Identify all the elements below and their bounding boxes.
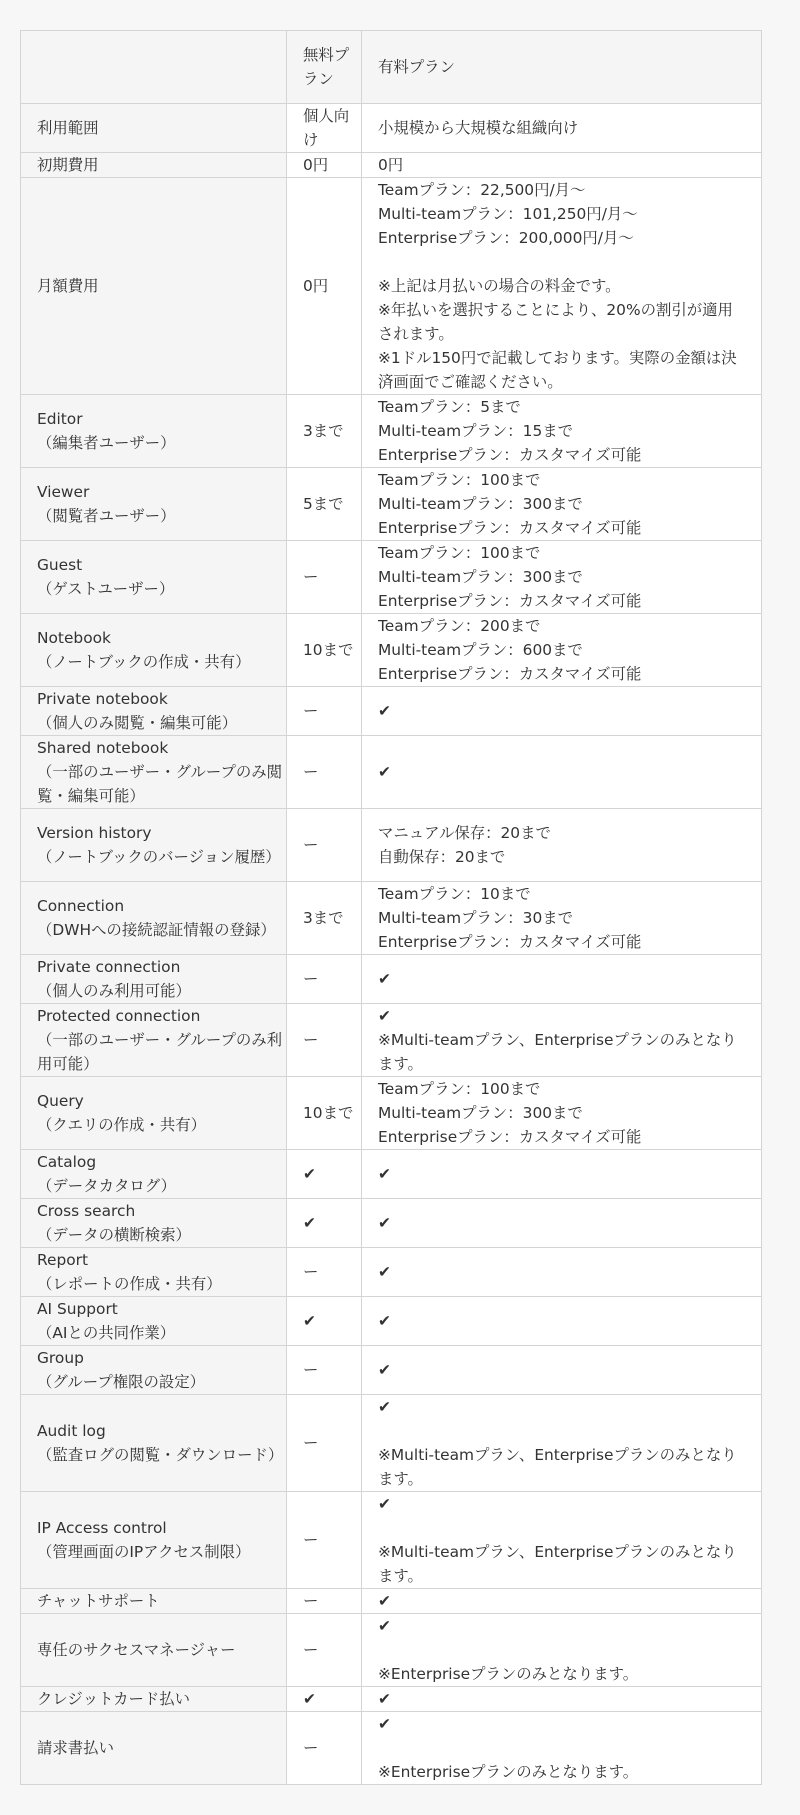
- feature-name: 利用範囲: [37, 119, 99, 137]
- free-plan-cell: [287, 1199, 362, 1248]
- cell-text: ✔: [378, 1312, 391, 1330]
- free-plan-cell: [287, 1297, 362, 1346]
- table-row: [21, 153, 762, 178]
- feature-label-cell: [21, 104, 287, 153]
- cell-text: ✔: [303, 1214, 316, 1232]
- paid-plan-cell: [362, 1150, 762, 1199]
- free-plan-cell: [287, 687, 362, 736]
- cell-text: ✔: [303, 1690, 316, 1708]
- cell-text: ✔: [303, 1312, 316, 1330]
- cell-text: ✔: [378, 763, 391, 781]
- cell-text: ※1ドル150円で記載しております。実際の金額は決済画面でご確認ください。: [378, 349, 737, 391]
- free-plan-cell: [287, 1077, 362, 1150]
- free-plan-cell: [287, 1712, 362, 1785]
- feature-name: クレジットカード払い: [37, 1690, 191, 1708]
- feature-label-cell: [21, 1395, 287, 1492]
- feature-name: Protected connection: [37, 1007, 201, 1025]
- free-plan-cell: [287, 395, 362, 468]
- cell-text: 10まで: [303, 641, 354, 659]
- blank-line: [378, 1736, 745, 1760]
- feature-description: （管理画面のIPアクセス制限）: [37, 1543, 251, 1561]
- table-row: [21, 1712, 762, 1785]
- cell-text: ✔: [378, 1495, 391, 1513]
- blank-line: [378, 1419, 745, 1443]
- paid-plan-cell: [362, 1589, 762, 1614]
- header-paid-plan: 有料プラン: [362, 31, 762, 104]
- feature-label-cell: [21, 1687, 287, 1712]
- feature-label-cell: [21, 395, 287, 468]
- free-plan-cell: [287, 955, 362, 1004]
- cell-text: 10まで: [303, 1104, 354, 1122]
- cell-text: Enterpriseプラン：カスタマイズ可能: [378, 933, 642, 951]
- cell-text: ✔: [378, 1398, 391, 1416]
- free-plan-cell: [287, 541, 362, 614]
- table-row: [21, 955, 762, 1004]
- feature-description: （データの横断検索）: [37, 1226, 191, 1244]
- blank-line: [378, 1516, 745, 1540]
- cell-text: ※Multi-teamプラン、Enterpriseプランのみとなります。: [378, 1446, 737, 1488]
- cell-text: ー: [303, 1531, 319, 1549]
- cell-text: Teamプラン：5まで: [378, 398, 521, 416]
- feature-name: Guest: [37, 556, 83, 574]
- paid-plan-cell: [362, 1248, 762, 1297]
- feature-name: IP Access control: [37, 1519, 167, 1537]
- cell-text: Multi-teamプラン：300まで: [378, 568, 583, 586]
- feature-label-cell: [21, 1589, 287, 1614]
- cell-text: Enterpriseプラン：カスタマイズ可能: [378, 592, 642, 610]
- cell-text: Enterpriseプラン：カスタマイズ可能: [378, 665, 642, 683]
- table-row: [21, 736, 762, 809]
- feature-name: Private connection: [37, 958, 181, 976]
- feature-label-cell: [21, 687, 287, 736]
- paid-plan-cell: [362, 153, 762, 178]
- cell-text: ✔: [378, 1617, 391, 1635]
- table-row: [21, 1492, 762, 1589]
- cell-text: 3まで: [303, 909, 344, 927]
- paid-plan-cell: [362, 468, 762, 541]
- feature-label-cell: [21, 1248, 287, 1297]
- feature-name: Notebook: [37, 629, 111, 647]
- free-plan-cell: [287, 153, 362, 178]
- feature-label-cell: [21, 1712, 287, 1785]
- table-row: [21, 104, 762, 153]
- feature-label-cell: [21, 614, 287, 687]
- feature-name: Private notebook: [37, 690, 168, 708]
- cell-text: Multi-teamプラン：300まで: [378, 1104, 583, 1122]
- feature-description: （一部のユーザー・グループのみ利用可能）: [37, 1031, 283, 1073]
- table-row: [21, 687, 762, 736]
- cell-text: ー: [303, 836, 319, 854]
- free-plan-cell: [287, 1492, 362, 1589]
- feature-name: Shared notebook: [37, 739, 169, 757]
- paid-plan-cell: [362, 809, 762, 882]
- paid-plan-cell: [362, 1346, 762, 1395]
- free-plan-cell: [287, 468, 362, 541]
- cell-text: ✔: [378, 1214, 391, 1232]
- feature-description: （グループ権限の設定）: [37, 1373, 206, 1391]
- table-row: [21, 882, 762, 955]
- feature-label-cell: [21, 1492, 287, 1589]
- feature-label-cell: [21, 1150, 287, 1199]
- cell-text: 3まで: [303, 422, 344, 440]
- free-plan-cell: [287, 882, 362, 955]
- feature-name: Catalog: [37, 1153, 97, 1171]
- feature-name: 月額費用: [37, 277, 99, 295]
- paid-plan-cell: [362, 1614, 762, 1687]
- cell-text: ー: [303, 1592, 319, 1610]
- feature-name: チャットサポート: [37, 1592, 160, 1610]
- cell-text: Enterpriseプラン：200,000円/月〜: [378, 229, 634, 247]
- cell-text: Teamプラン：200まで: [378, 617, 541, 635]
- paid-plan-cell: [362, 1199, 762, 1248]
- cell-text: ー: [303, 1031, 319, 1049]
- table-row: [21, 1199, 762, 1248]
- cell-text: Multi-teamプラン：30まで: [378, 909, 574, 927]
- cell-text: 0円: [303, 277, 329, 295]
- free-plan-cell: [287, 736, 362, 809]
- paid-plan-cell: [362, 104, 762, 153]
- cell-text: Teamプラン：100まで: [378, 544, 541, 562]
- feature-label-cell: [21, 955, 287, 1004]
- table-row: [21, 1589, 762, 1614]
- cell-text: Multi-teamプラン：15まで: [378, 422, 574, 440]
- feature-label-cell: [21, 541, 287, 614]
- cell-text: ✔: [378, 702, 391, 720]
- cell-text: ー: [303, 702, 319, 720]
- feature-label-cell: [21, 178, 287, 395]
- table-row: [21, 1004, 762, 1077]
- cell-text: ー: [303, 1434, 319, 1452]
- cell-text: Teamプラン：22,500円/月〜: [378, 181, 586, 199]
- cell-text: ※Enterpriseプランのみとなります。: [378, 1763, 639, 1781]
- feature-description: （ノートブックの作成・共有）: [37, 653, 251, 671]
- cell-text: Enterpriseプラン：カスタマイズ可能: [378, 519, 642, 537]
- table-row: [21, 1346, 762, 1395]
- paid-plan-cell: [362, 1077, 762, 1150]
- paid-plan-cell: [362, 687, 762, 736]
- table-row: [21, 178, 762, 395]
- table-row: [21, 1150, 762, 1199]
- feature-name: Cross search: [37, 1202, 136, 1220]
- header-corner-cell: [21, 31, 287, 104]
- feature-description: （データカタログ）: [37, 1177, 176, 1195]
- cell-text: ✔: [378, 970, 391, 988]
- paid-plan-cell: [362, 1687, 762, 1712]
- blank-line: [378, 1638, 745, 1662]
- paid-plan-cell: [362, 882, 762, 955]
- feature-description: （監査ログの閲覧・ダウンロード）: [37, 1446, 284, 1464]
- feature-name: Editor: [37, 410, 83, 428]
- cell-text: 0円: [378, 156, 404, 174]
- cell-text: ー: [303, 1641, 319, 1659]
- feature-description: （閲覧者ユーザー）: [37, 507, 176, 525]
- cell-text: Teamプラン：100まで: [378, 1080, 541, 1098]
- cell-text: ー: [303, 763, 319, 781]
- cell-text: ※上記は月払いの場合の料金です。: [378, 277, 621, 295]
- feature-description: （編集者ユーザー）: [37, 434, 176, 452]
- cell-text: Multi-teamプラン：101,250円/月〜: [378, 205, 638, 223]
- feature-label-cell: [21, 736, 287, 809]
- cell-text: ✔: [378, 1361, 391, 1379]
- header-row: [21, 31, 762, 104]
- feature-description: （AIとの共同作業）: [37, 1324, 176, 1342]
- feature-label-cell: [21, 1199, 287, 1248]
- feature-name: Group: [37, 1349, 84, 1367]
- paid-plan-cell: [362, 1492, 762, 1589]
- feature-label-cell: [21, 882, 287, 955]
- cell-text: ー: [303, 1361, 319, 1379]
- table-row: [21, 1687, 762, 1712]
- table-row: [21, 1248, 762, 1297]
- cell-text: ー: [303, 568, 319, 586]
- cell-text: ✔: [303, 1165, 316, 1183]
- feature-name: Connection: [37, 897, 125, 915]
- cell-text: ※Multi-teamプラン、Enterpriseプランのみとなります。: [378, 1031, 737, 1073]
- table-row: [21, 395, 762, 468]
- cell-text: ※年払いを選択することにより、20%の割引が適用されます。: [378, 301, 733, 343]
- free-plan-cell: [287, 809, 362, 882]
- cell-text: 個人向け: [303, 107, 350, 149]
- cell-text: Multi-teamプラン：300まで: [378, 495, 583, 513]
- cell-text: ※Enterpriseプランのみとなります。: [378, 1665, 639, 1683]
- paid-plan-cell: [362, 1004, 762, 1077]
- feature-name: Report: [37, 1251, 89, 1269]
- cell-text: ー: [303, 1263, 319, 1281]
- feature-label-cell: [21, 1346, 287, 1395]
- cell-text: ✔: [378, 1263, 391, 1281]
- feature-description: （DWHへの接続認証情報の登録）: [37, 921, 276, 939]
- feature-description: （一部のユーザー・グループのみ閲覧・編集可能）: [37, 763, 283, 805]
- feature-name: 請求書払い: [37, 1739, 114, 1757]
- paid-plan-cell: [362, 541, 762, 614]
- feature-name: 専任のサクセスマネージャー: [37, 1641, 236, 1659]
- table-row: [21, 541, 762, 614]
- paid-plan-cell: [362, 614, 762, 687]
- cell-text: Multi-teamプラン：600まで: [378, 641, 583, 659]
- header-free-plan: 無料プラン: [287, 31, 362, 104]
- free-plan-cell: [287, 1346, 362, 1395]
- table-row: [21, 1395, 762, 1492]
- paid-plan-cell: [362, 178, 762, 395]
- cell-text: ✔: [378, 1715, 391, 1733]
- feature-name: Version history: [37, 824, 152, 842]
- feature-description: （クエリの作成・共有）: [37, 1116, 206, 1134]
- feature-label-cell: [21, 809, 287, 882]
- table-row: [21, 1077, 762, 1150]
- paid-plan-cell: [362, 1712, 762, 1785]
- free-plan-cell: [287, 1589, 362, 1614]
- free-plan-cell: [287, 1614, 362, 1687]
- cell-text: 0円: [303, 156, 329, 174]
- cell-text: ー: [303, 1739, 319, 1757]
- feature-description: （ノートブックのバージョン履歴）: [37, 848, 281, 866]
- feature-description: （レポートの作成・共有）: [37, 1275, 222, 1293]
- cell-text: Teamプラン：100まで: [378, 471, 541, 489]
- paid-plan-cell: [362, 955, 762, 1004]
- feature-label-cell: [21, 1004, 287, 1077]
- paid-plan-cell: [362, 1395, 762, 1492]
- free-plan-cell: [287, 178, 362, 395]
- table-body: [21, 104, 762, 1785]
- feature-name: AI Support: [37, 1300, 118, 1318]
- cell-text: Teamプラン：10まで: [378, 885, 531, 903]
- table-row: [21, 1297, 762, 1346]
- feature-label-cell: [21, 468, 287, 541]
- plan-comparison-table: [20, 30, 762, 1785]
- free-plan-cell: [287, 1248, 362, 1297]
- free-plan-cell: [287, 104, 362, 153]
- feature-label-cell: [21, 1077, 287, 1150]
- free-plan-cell: [287, 1150, 362, 1199]
- cell-text: Enterpriseプラン：カスタマイズ可能: [378, 1128, 642, 1146]
- cell-text: 5まで: [303, 495, 344, 513]
- feature-label-cell: [21, 1297, 287, 1346]
- feature-name: Query: [37, 1092, 84, 1110]
- cell-text: マニュアル保存：20まで: [378, 824, 551, 842]
- feature-description: （ゲストユーザー）: [37, 580, 175, 598]
- table-row: [21, 614, 762, 687]
- table-row: [21, 1614, 762, 1687]
- paid-plan-cell: [362, 736, 762, 809]
- paid-plan-cell: [362, 395, 762, 468]
- feature-description: （個人のみ利用可能）: [37, 982, 191, 1000]
- table-row: [21, 468, 762, 541]
- cell-text: 自動保存：20まで: [378, 848, 506, 866]
- cell-text: ✔: [378, 1592, 391, 1610]
- cell-text: 小規模から大規模な組織向け: [378, 119, 579, 137]
- free-plan-cell: [287, 1395, 362, 1492]
- feature-name: Audit log: [37, 1422, 106, 1440]
- cell-text: ー: [303, 970, 319, 988]
- feature-description: （個人のみ閲覧・編集可能）: [37, 714, 238, 732]
- cell-text: ✔: [378, 1007, 391, 1025]
- cell-text: ※Multi-teamプラン、Enterpriseプランのみとなります。: [378, 1543, 737, 1585]
- feature-label-cell: [21, 153, 287, 178]
- free-plan-cell: [287, 614, 362, 687]
- table-header: [21, 31, 762, 104]
- paid-plan-cell: [362, 1297, 762, 1346]
- cell-text: Enterpriseプラン：カスタマイズ可能: [378, 446, 642, 464]
- feature-name: Viewer: [37, 483, 90, 501]
- cell-text: ✔: [378, 1690, 391, 1708]
- feature-label-cell: [21, 1614, 287, 1687]
- free-plan-cell: [287, 1687, 362, 1712]
- cell-text: ✔: [378, 1165, 391, 1183]
- free-plan-cell: [287, 1004, 362, 1077]
- table-row: [21, 809, 762, 882]
- blank-line: [378, 250, 745, 274]
- feature-name: 初期費用: [37, 156, 99, 174]
